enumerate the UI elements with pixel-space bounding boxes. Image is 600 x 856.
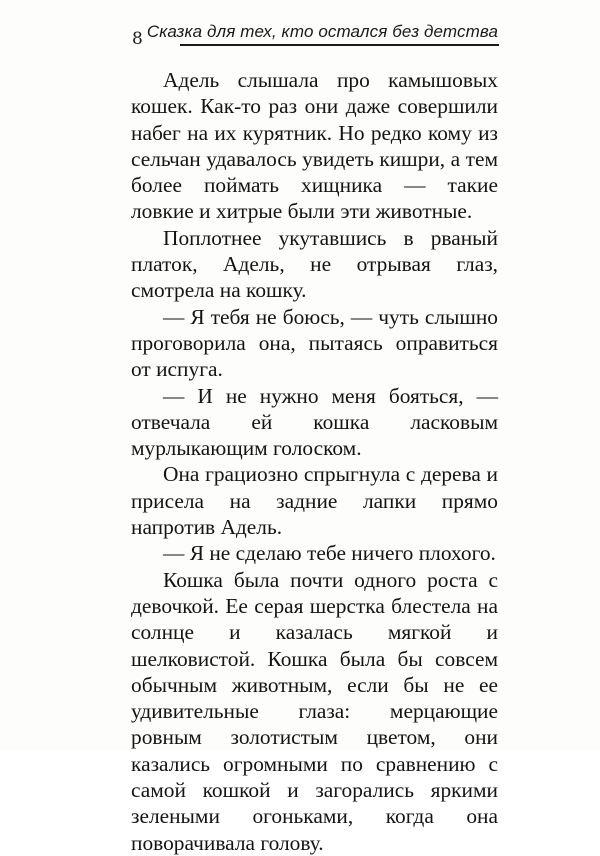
paragraph: Поплотнее укутавшись в рваный платок, Адель, не отрывая глаз, смотрела на кошку. [131,225,498,303]
header-rule [180,44,499,46]
paragraph: — Я тебя не боюсь, — чуть слышно проговорила она, пытаясь оправиться от испуга. [131,304,498,382]
paragraph: — И не нужно меня бояться, — отвечала ей кошка ласковым мурлыкающим голоском. [131,383,498,461]
paragraph: Она грациозно спрыгнула с дерева и присела на задние лапки прямо напротив Адель. [131,462,498,540]
paragraph: Адель слышала про камышовых кошек. Как-то раз они даже совершили набег на их курятник. Но редко кому из сельчан удавалось увидеть кишри, а тем более поймать хищника — такие ловкие и хитрые были эти животные. [131,68,498,224]
running-title: Сказка для тех, кто остался без детства [146,22,498,41]
page-number: 8 [132,29,143,49]
paragraph: Кошка была почти одного роста с девочкой. Ее серая шерстка блестела на солнце и казалась мягкой и шелковистой. Кошка была бы совсем обычным животным, если бы не ее удивительные глаза: мерцающие ровным золотистым цветом, они казались огромными по сравнению с самой кошкой и загорались яркими зелеными огоньками, когда она поворачивала голову. [131,567,498,855]
paragraph: — Я не сделаю тебе ничего плохого. [163,541,496,566]
body-text [131,67,498,856]
